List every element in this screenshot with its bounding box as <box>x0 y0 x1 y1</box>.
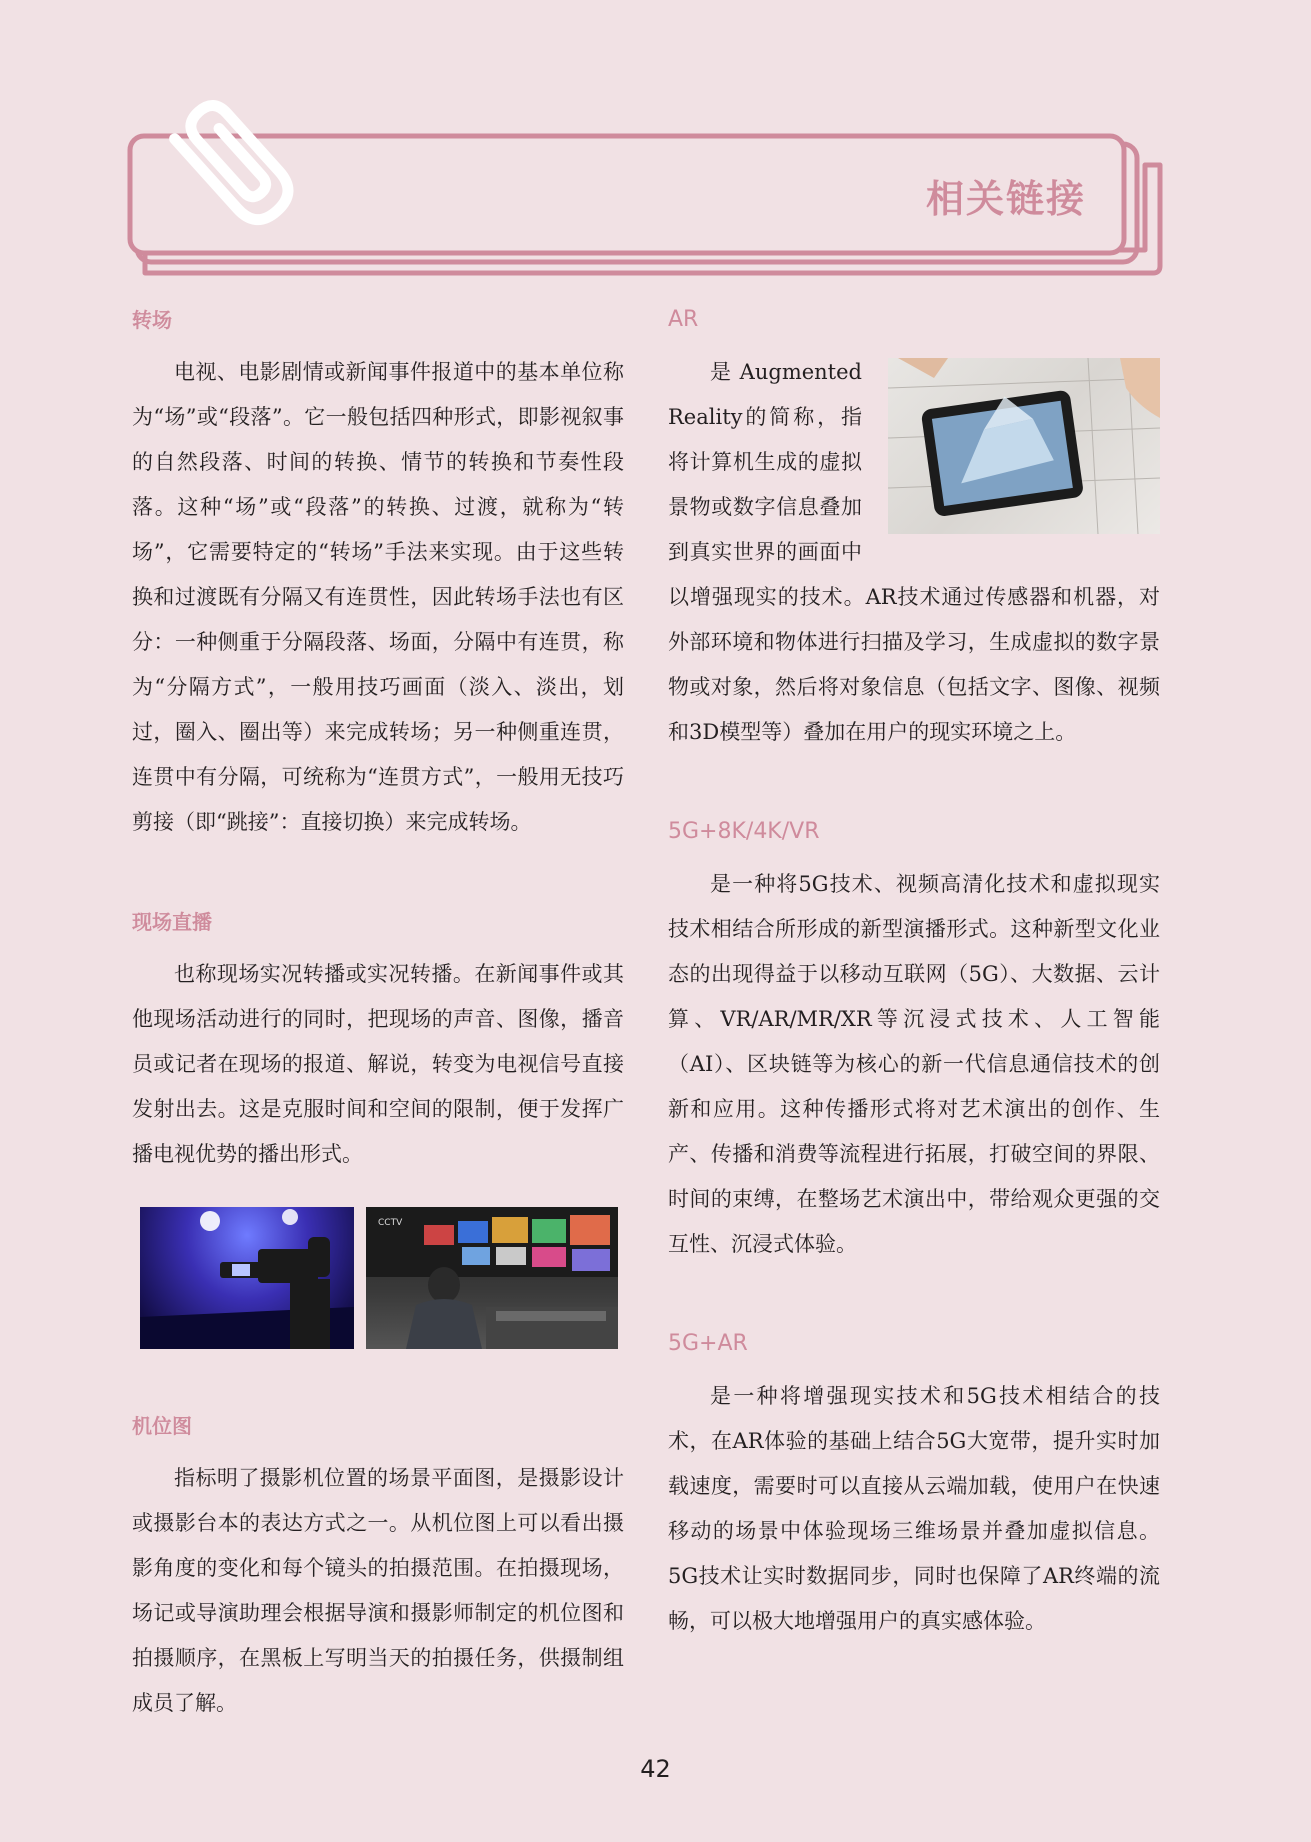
photo-row <box>140 1207 624 1349</box>
section-live-broadcast <box>132 902 624 1349</box>
section-body: 也称现场实况转播或实况转播。在新闻事件或其他现场活动进行的同时，把现场的声音、图像，播音员或记者在现场的报道、解说，转变为电视信号直接发射出去。这是克服时间和空间的限制，便于发挥广播电视优势的播出形式。 <box>132 962 624 1166</box>
control-room-photo <box>366 1207 618 1349</box>
page-number: 42 <box>640 1755 671 1783</box>
section-body: 是一种将增强现实技术和5G技术相结合的技术，在AR体验的基础上结合5G大宽带，提升实时加载速度，需要时可以直接从云端加载，使用户在快速移动的场景中体验现场三维场景并叠加虚拟信息。5G技术让实时数据同步，同时也保障了AR终端的流畅，可以极大地增强用户的真实感体验。 <box>668 1384 1160 1633</box>
section-camera-position-map <box>132 1406 624 1726</box>
section-title: AR <box>668 307 699 332</box>
banner-title: 相关链接 <box>925 177 1086 221</box>
stage-camera-photo <box>140 1207 354 1349</box>
section-5g-8k-4k-vr <box>668 812 1160 1267</box>
svg-text:CCTV: CCTV <box>378 1218 403 1228</box>
ar-tablet-photo <box>888 358 1160 534</box>
section-5g-ar <box>668 1324 1160 1644</box>
section-title: 机位图 <box>132 1414 192 1438</box>
right-column <box>668 300 1160 1644</box>
section-title: 现场直播 <box>132 910 212 934</box>
section-transition <box>132 300 624 845</box>
section-body: 电视、电影剧情或新闻事件报道中的基本单位称为“场”或“段落”。它一般包括四种形式，即影视叙事的自然段落、时间的转换、情节的转换和节奏性段落。这种“场”或“段落”的转换、过渡，就称为“转场”，它需要特定的“转场”手法来实现。由于这些转换和过渡既有分隔又有连贯性，因此转场手法也有区分：一种侧重于分隔段落、场面，分隔中有连贯，称为“分隔方式”，一般用技巧画面（淡入、淡出，划过，圈入、圈出等）来完成转场；另一种侧重连贯，连贯中有分隔，可统称为“连贯方式”，一般用无技巧剪接（即“跳接”：直接切换）来完成转场。 <box>132 360 624 834</box>
section-body: 指标明了摄影机位置的场景平面图，是摄影设计或摄影台本的表达方式之一。从机位图上可以看出摄影角度的变化和每个镜头的拍摄范围。在拍摄现场，场记或导演助理会根据导演和摄影师制定的机位图和拍摄顺序，在黑板上写明当天的拍摄任务，供摄制组成员了解。 <box>132 1466 624 1715</box>
left-column <box>132 300 624 1726</box>
section-ar <box>668 300 1160 755</box>
section-body: 是Augmented Reality的简称，指将计算机生成的虚拟景物或数字信息叠加到真实世界的画面中以增强现实的技术。AR技术通过传感器和机器，对外部环境和物体进行扫描及学习，生成虚拟的数字景物或对象，然后将对象信息（包括文字、图像、视频和3D模型等）叠加在用户的现实环境之上。 <box>668 360 1160 744</box>
section-body: 是一种将5G技术、视频高清化技术和虚拟现实技术相结合所形成的新型演播形式。这种新型文化业态的出现得益于以移动互联网（5G）、大数据、云计算、VR/AR/MR/XR等沉浸式技术、人工智能（AI）、区块链等为核心的新一代信息通信技术的创新和应用。这种传播形式将对艺术演出的创作、生产、传播和消费等流程进行拓展，打破空间的界限、时间的束缚，在整场艺术演出中，带给观众更强的交互性、沉浸式体验。 <box>668 872 1160 1256</box>
section-title: 转场 <box>132 308 172 332</box>
section-title: 5G+8K/4K/VR <box>668 819 820 844</box>
section-title: 5G+AR <box>668 1331 748 1356</box>
